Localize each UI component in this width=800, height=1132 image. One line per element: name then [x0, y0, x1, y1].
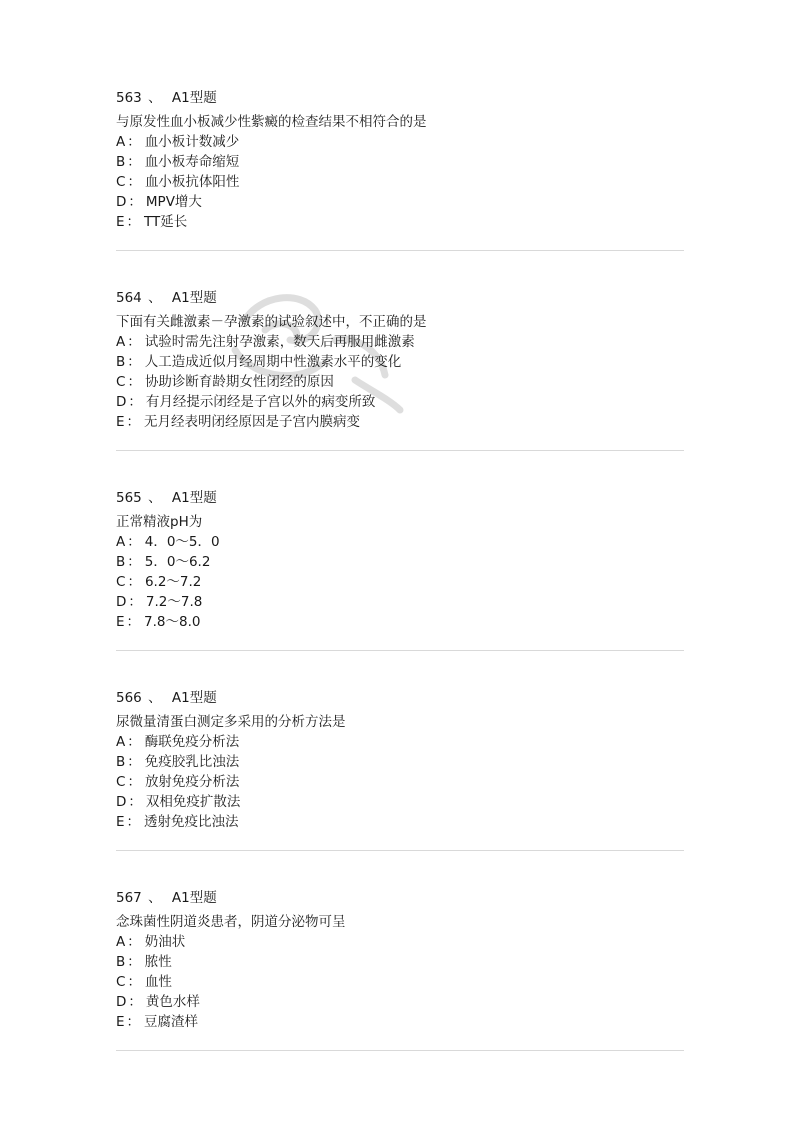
question-number: 566: [116, 690, 142, 706]
option-separator: ：: [127, 954, 141, 970]
option-e: [116, 812, 684, 832]
option-separator: ：: [127, 174, 141, 190]
option-c: [116, 172, 684, 192]
option-separator: ：: [128, 594, 142, 610]
option-text: 无月经表明闭经原因是子宫内膜病变: [144, 414, 361, 430]
option-separator: ：: [126, 414, 141, 430]
option-key: B: [116, 354, 126, 370]
option-text: 黄色水样: [145, 994, 200, 1010]
option-b: [116, 752, 684, 772]
option-key: E: [116, 614, 125, 630]
option-key: B: [116, 554, 126, 570]
option-separator: ：: [127, 974, 141, 990]
question-number-sep: 、: [148, 90, 162, 106]
question-stem: 下面有关雌激素－孕激素的试验叙述中，不正确的是: [116, 314, 427, 330]
option-a: [116, 532, 684, 552]
option-key: A: [116, 734, 126, 750]
option-text: 血小板计数减少: [144, 134, 240, 150]
question-header: [116, 488, 684, 508]
question-header: [116, 888, 684, 908]
option-separator: ：: [126, 814, 141, 830]
option-text: 透射免疫比浊法: [144, 814, 239, 830]
option-key: C: [116, 974, 126, 990]
question-number: 563: [116, 90, 142, 106]
option-key: A: [116, 334, 126, 350]
option-text: 6.2～7.2: [144, 574, 202, 590]
option-text: 放射免疫分析法: [144, 774, 240, 790]
option-text: 血小板抗体阳性: [144, 174, 240, 190]
option-text: 7.8～8.0: [144, 614, 201, 630]
option-text: 试验时需先注射孕激素，数天后再服用雌激素: [144, 334, 415, 350]
question-header: [116, 688, 684, 708]
option-key: D: [116, 394, 127, 410]
option-separator: ：: [128, 194, 142, 210]
option-separator: ：: [127, 934, 141, 950]
option-key: E: [116, 214, 125, 230]
question-header: [116, 88, 684, 108]
option-b: [116, 152, 684, 172]
option-separator: ：: [127, 334, 141, 350]
option-text: 脓性: [144, 954, 172, 970]
question-565: [116, 488, 684, 632]
option-a: [116, 932, 684, 952]
option-a: [116, 132, 684, 152]
option-separator: ：: [127, 154, 141, 170]
option-separator: ：: [128, 394, 142, 410]
option-text: MPV增大: [145, 194, 202, 210]
option-separator: ：: [128, 994, 142, 1010]
option-d: [116, 392, 684, 412]
option-b: [116, 552, 684, 572]
option-separator: ：: [127, 134, 141, 150]
option-separator: ：: [127, 734, 141, 750]
option-c: [116, 372, 684, 392]
option-d: [116, 592, 684, 612]
option-b: [116, 952, 684, 972]
option-d: [116, 192, 684, 212]
option-separator: ：: [127, 554, 141, 570]
option-c: [116, 772, 684, 792]
option-separator: ：: [126, 214, 141, 230]
question-number: 567: [116, 890, 142, 906]
question-divider: [116, 1050, 684, 1051]
option-e: [116, 212, 684, 232]
option-separator: ：: [126, 614, 141, 630]
option-key: A: [116, 134, 126, 150]
option-text: 5．0～6.2: [144, 554, 211, 570]
option-text: 酶联免疫分析法: [144, 734, 240, 750]
option-key: C: [116, 574, 126, 590]
option-key: D: [116, 194, 127, 210]
question-divider: [116, 850, 684, 851]
option-key: A: [116, 934, 126, 950]
option-b: [116, 352, 684, 372]
question-header: [116, 288, 684, 308]
option-separator: ：: [127, 354, 141, 370]
question-type: A1型题: [171, 290, 217, 306]
question-number: 565: [116, 490, 142, 506]
question-number-sep: 、: [148, 490, 162, 506]
option-e: [116, 412, 684, 432]
option-key: C: [116, 374, 126, 390]
question-563: [116, 88, 684, 232]
option-text: 7.2～7.8: [145, 594, 203, 610]
option-key: D: [116, 594, 127, 610]
question-567: [116, 888, 684, 1032]
option-separator: ：: [127, 534, 141, 550]
option-text: 协助诊断育龄期女性闭经的原因: [144, 374, 334, 390]
option-text: 4．0～5．0: [144, 534, 220, 550]
option-key: B: [116, 954, 126, 970]
option-text: 有月经提示闭经是子宫以外的病变所致: [145, 394, 376, 410]
question-stem: 念珠菌性阴道炎患者，阴道分泌物可呈: [116, 914, 346, 930]
option-a: [116, 332, 684, 352]
option-key: E: [116, 1014, 125, 1030]
option-text: 人工造成近似月经周期中性激素水平的变化: [144, 354, 402, 370]
question-566: [116, 688, 684, 832]
option-separator: ：: [126, 1014, 141, 1030]
question-stem: 正常精液pH为: [116, 514, 203, 530]
question-stem: 与原发性血小板减少性紫癜的检查结果不相符合的是: [116, 114, 427, 130]
option-d: [116, 792, 684, 812]
question-divider: [116, 650, 684, 651]
question-number: 564: [116, 290, 142, 306]
option-text: 豆腐渣样: [144, 1014, 199, 1030]
option-text: 奶油状: [144, 934, 186, 950]
option-key: C: [116, 174, 126, 190]
option-d: [116, 992, 684, 1012]
option-key: B: [116, 154, 126, 170]
question-divider: [116, 450, 684, 451]
option-key: E: [116, 414, 125, 430]
option-key: B: [116, 754, 126, 770]
option-text: TT延长: [144, 214, 188, 230]
option-e: [116, 1012, 684, 1032]
option-c: [116, 972, 684, 992]
option-key: A: [116, 534, 126, 550]
question-number-sep: 、: [148, 290, 162, 306]
option-separator: ：: [128, 794, 142, 810]
option-separator: ：: [127, 774, 141, 790]
option-key: D: [116, 994, 127, 1010]
option-text: 免疫胶乳比浊法: [144, 754, 240, 770]
option-key: E: [116, 814, 125, 830]
question-564: [116, 288, 684, 432]
option-text: 血小板寿命缩短: [144, 154, 240, 170]
question-stem: 尿微量清蛋白测定多采用的分析方法是: [116, 714, 346, 730]
question-type: A1型题: [171, 890, 217, 906]
option-key: D: [116, 794, 127, 810]
option-separator: ：: [127, 754, 141, 770]
option-separator: ：: [127, 574, 141, 590]
option-key: C: [116, 774, 126, 790]
option-e: [116, 612, 684, 632]
question-number-sep: 、: [148, 890, 162, 906]
option-text: 双相免疫扩散法: [145, 794, 241, 810]
option-text: 血性: [144, 974, 172, 990]
question-type: A1型题: [171, 490, 217, 506]
question-divider: [116, 250, 684, 251]
question-type: A1型题: [171, 690, 217, 706]
question-number-sep: 、: [148, 690, 162, 706]
option-a: [116, 732, 684, 752]
option-c: [116, 572, 684, 592]
question-type: A1型题: [171, 90, 217, 106]
option-separator: ：: [127, 374, 141, 390]
